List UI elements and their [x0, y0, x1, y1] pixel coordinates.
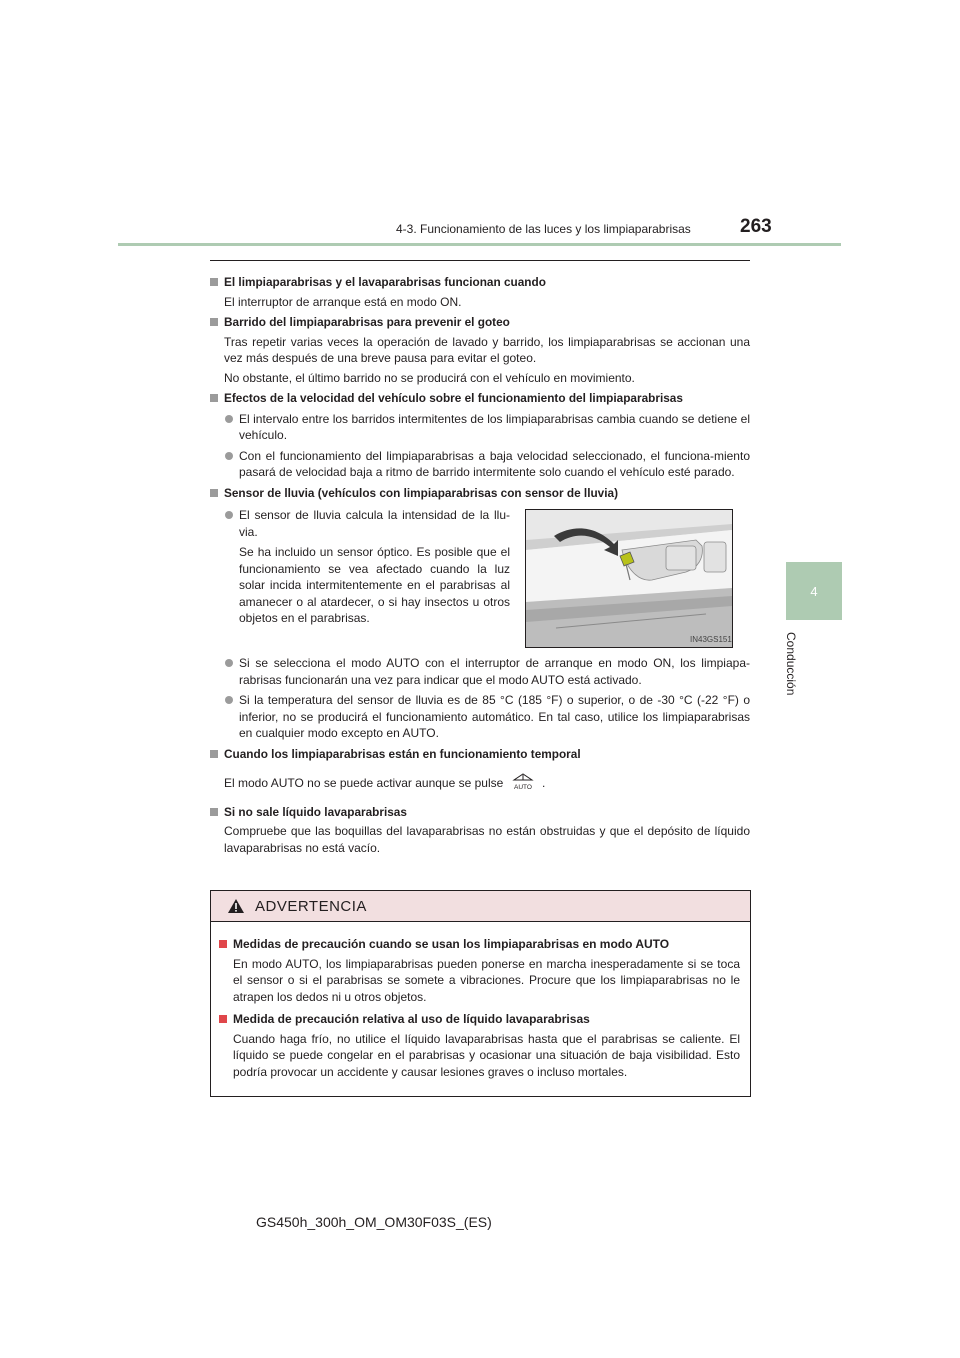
paragraph: El interruptor de arranque está en modo ON.: [224, 294, 462, 309]
round-bullet-icon: [225, 452, 233, 460]
round-bullet-icon: [225, 659, 233, 667]
list-item: El sensor de lluvia calcula la intensidad de la llu-via.: [210, 507, 510, 540]
warning-triangle-icon: [227, 898, 245, 914]
rain-sensor-illustration: [525, 509, 733, 648]
warning-header: [211, 891, 750, 922]
list-item-continuation: Se ha incluido un sensor óptico. Es posible que el funcionamiento se vea afectado cuando la luz solar incida intermitentemente en el parabrisas al amanecer o al atardecer, o si hay insectos u otros objetos en el parabrisas.: [239, 545, 510, 625]
section-heading: El limpiaparabrisas y el lavaparabrisas funcionan cuando: [210, 274, 750, 291]
figure-code: IN43GS151: [690, 635, 732, 644]
square-bullet-icon: [210, 489, 218, 497]
list-item: Si la temperatura del sensor de lluvia es de 85 °C (185 °F) o superior, o de -30 °C (-22 °F) o inferior, no se producirá el funcionamiento automático. En tal caso, utilice los limpiaparabrisas en cualquier modo excepto en AUTO.: [210, 692, 750, 742]
round-bullet-icon: [225, 511, 233, 519]
warning-heading: Medida de precaución relativa al uso de líquido lavaparabrisas: [219, 1011, 740, 1028]
square-bullet-icon: [210, 808, 218, 816]
rain-sensor-row: [210, 505, 750, 651]
section-heading: Barrido del limpiaparabrisas para prevenir el goteo: [210, 314, 750, 331]
paragraph: El modo AUTO no se puede activar aunque se pulse AUTO .: [210, 772, 750, 795]
list-item: El intervalo entre los barridos intermitentes de los limpiaparabrisas cambia cuando se detiene el vehículo.: [210, 411, 750, 444]
square-bullet-icon: [219, 1015, 227, 1023]
square-bullet-icon: [210, 394, 218, 402]
warning-body: [211, 922, 750, 1080]
paragraph: No obstante, el último barrido no se producirá con el vehículo en movimiento.: [224, 370, 635, 385]
paragraph: Tras repetir varias veces la operación de lavado y barrido, los limpiaparabrisas se accionan una vez más después de una breve pausa para evitar el goteo.: [224, 334, 750, 365]
rain-sensor-text: [210, 505, 510, 627]
list-item: Con el funcionamiento del limpiaparabrisas a baja velocidad seleccionado, el funciona-miento pasará de velocidad baja a ritmo de barrido intermitente solo cuando el vehículo esté parado.: [210, 448, 750, 481]
content-top-rule: [210, 260, 750, 261]
footer-doc-code: GS450h_300h_OM_OM30F03S_(ES): [256, 1214, 492, 1230]
warning-heading: Medidas de precaución cuando se usan los limpiaparabrisas en modo AUTO: [219, 936, 740, 953]
round-bullet-icon: [225, 696, 233, 704]
chapter-label: Conducción: [784, 632, 798, 696]
paragraph: Compruebe que las boquillas del lavaparabrisas no están obstruidas y que el depósito de líquido lavaparabrisas no está vacío.: [224, 824, 750, 855]
section-header-title: 4-3. Funcionamiento de las luces y los limpiaparabrisas: [396, 222, 691, 236]
square-bullet-icon: [219, 940, 227, 948]
svg-text:AUTO: AUTO: [513, 784, 532, 790]
warning-paragraph: Cuando haga frío, no utilice el líquido lavaparabrisas hasta que el parabrisas se caliente. El líquido se puede congelar en el parabrisas y ocasionar una situación de baja visibilidad. Esto podría provocar un accidente y causar lesiones graves o incluso mortales.: [233, 1031, 740, 1079]
section-heading: Sensor de lluvia (vehículos con limpiaparabrisas con sensor de lluvia): [210, 485, 750, 502]
section-heading: Efectos de la velocidad del vehículo sobre el funcionamiento del limpiaparabrisas: [210, 390, 750, 407]
page-number: 263: [740, 216, 772, 237]
warning-title: ADVERTENCIA: [255, 897, 367, 915]
warning-box: [210, 890, 751, 1097]
chapter-tab: 4: [786, 562, 842, 620]
section-heading: Si no sale líquido lavaparabrisas: [210, 804, 750, 821]
auto-wiper-icon: [510, 772, 536, 795]
list-item: Si se selecciona el modo AUTO con el interruptor de arranque en modo ON, los limpiapa-rabrisas funcionarán una vez para indicar que el modo AUTO está activado.: [210, 655, 750, 688]
content-area: [210, 270, 750, 856]
square-bullet-icon: [210, 750, 218, 758]
square-bullet-icon: [210, 318, 218, 326]
header-divider: [118, 243, 841, 246]
windshield-illustration: [526, 510, 732, 647]
section-heading: Cuando los limpiaparabrisas están en funcionamiento temporal: [210, 746, 750, 763]
round-bullet-icon: [225, 415, 233, 423]
square-bullet-icon: [210, 278, 218, 286]
warning-paragraph: En modo AUTO, los limpiaparabrisas pueden ponerse en marcha inesperadamente si se toca el sensor o si el parabrisas se somete a vibraciones. Procure que los limpiaparabrisas no le atrapen los dedos ni u otros objetos.: [233, 956, 740, 1004]
